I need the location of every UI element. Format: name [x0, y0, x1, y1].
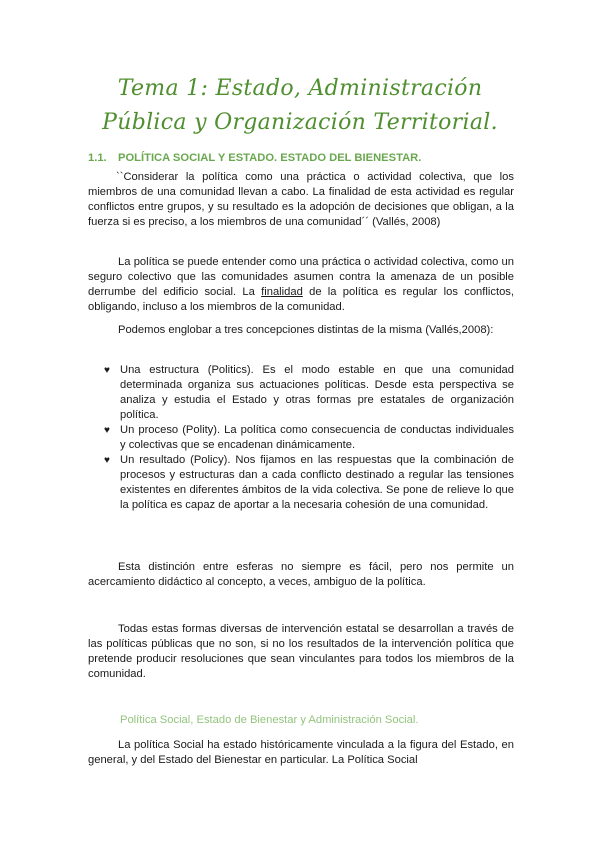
heart-bullet-icon: ♥: [104, 365, 110, 376]
paragraph-distinction: Esta distinción entre esferas no siempre es fácil, pero nos permite un acercamiento didáctico al concepto, a veces, ambiguo de la política.: [88, 561, 514, 588]
list-item-text: Un proceso (Polity). La política como consecuencia de conductas individuales y colectivas que se encadenan dinámicamente.: [120, 424, 514, 451]
conceptions-list: [104, 363, 514, 513]
section-number: 1.1.: [88, 152, 107, 164]
list-item-text: Un resultado (Policy). Nos fijamos en las respuestas que la combinación de procesos y estructuras dan a cada conflicto destinado a regular las tensiones existentes en diferentes ámbitos de la vida colectiva. Se pone de relieve lo que la política es capaz de aportar a la necesaria cohesión de una comunidad.: [120, 454, 514, 511]
section-heading-text: POLÍTICA SOCIAL Y ESTADO. ESTADO DEL BIENESTAR.: [118, 152, 422, 164]
heart-bullet-icon: ♥: [104, 455, 110, 466]
subheading: Política Social, Estado de Bienestar y Administración Social.: [120, 714, 419, 726]
paragraph-definition-part2: de la política es regular los conflictos, obligando, incluso a los miembros de la comunidad.: [88, 286, 514, 313]
title-line-1: Tema 1: Estado, Administración: [117, 76, 483, 101]
paragraph-quote: ``Considerar la política como una práctica o actividad colectiva, que los miembros de una comunidad llevan a cabo. La finalidad de esta actividad es regular conflictos entre grupos, y su resultado es la adopción de decisiones que obligan, a la fuerza si es preciso, a los miembros de una comunidad´´ (Vallés, 2008): [88, 171, 514, 228]
list-item-text: Una estructura (Politics). Es el modo estable en que una comunidad determinada organiza sus actuaciones políticas. Desde esta perspectiva se analiza y estudia el Estado y otras formas pre estatales de organización política.: [120, 364, 514, 421]
list-item: [104, 453, 514, 513]
paragraph-definition: [88, 255, 514, 315]
section-heading: [88, 152, 421, 164]
paragraph-social-policy: La política Social ha estado históricamente vinculada a la figura del Estado, en general, y del Estado del Bienestar en particular. La Política Social: [88, 739, 514, 766]
heart-bullet-icon: ♥: [104, 425, 110, 436]
document-title: [60, 72, 540, 140]
underlined-word: finalidad: [261, 286, 303, 298]
paragraph-definition-part1: La política se puede entender como una práctica o actividad colectiva, como un seguro colectivo que las comunidades asumen contra la amenaza de un posible derrumbe del edificio social. La: [88, 256, 514, 298]
list-item: [104, 363, 514, 423]
paragraph-conceptions: Podemos englobar a tres concepciones distintas de la misma (Vallés,2008):: [118, 324, 494, 336]
paragraph-interventions: Todas estas formas diversas de intervención estatal se desarrollan a través de las políticas públicas que no son, si no los resultados de la intervención política que pretende producir resoluciones que sean vinculantes para todos los miembros de la comunidad.: [88, 623, 514, 680]
title-line-2: Pública y Organización Territorial.: [102, 110, 498, 135]
list-item: [104, 423, 514, 453]
